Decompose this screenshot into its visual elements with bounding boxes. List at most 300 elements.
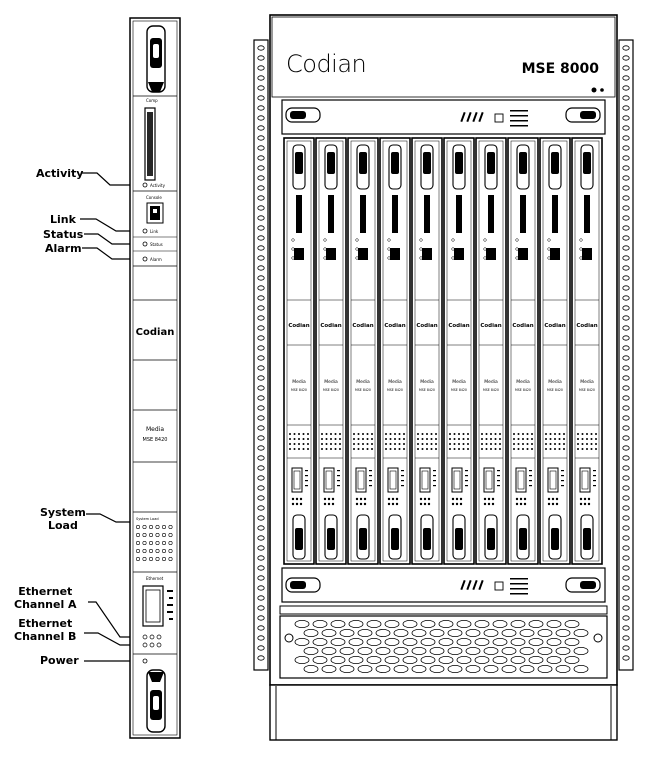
- card-model-line1: Media: [548, 380, 562, 385]
- bottom-supervisor-card: [282, 568, 605, 602]
- card-top-lever[interactable]: [293, 145, 305, 189]
- callout-system-load-line1: System: [40, 506, 86, 519]
- rack-ear-hole: [258, 526, 264, 530]
- fan-vent-hole: [376, 647, 390, 654]
- rack-ear-hole: [258, 446, 264, 450]
- rack-ear-hole: [623, 336, 629, 340]
- blade-front-panel: [130, 18, 180, 738]
- system-load-led: [136, 541, 139, 544]
- card-ethernet-port[interactable]: [548, 468, 558, 492]
- alarm-led: [143, 257, 147, 261]
- card-bottom-lever[interactable]: [421, 515, 433, 559]
- card-console-port[interactable]: [550, 248, 560, 260]
- fan-vent-hole: [538, 665, 552, 672]
- rack-ear-hole: [623, 206, 629, 210]
- card-model-line1: Media: [324, 380, 338, 385]
- card-flash-slot[interactable]: [392, 195, 398, 233]
- rack-ear-hole: [258, 416, 264, 420]
- system-load-led: [156, 533, 159, 536]
- card-console-port[interactable]: [326, 248, 336, 260]
- fan-vent-hole: [403, 638, 417, 645]
- callout-system-load-line2: Load: [47, 519, 78, 532]
- fan-vent-hole: [412, 665, 426, 672]
- blade-model-line1: Media: [145, 426, 165, 433]
- card-console-port[interactable]: [422, 248, 432, 260]
- media-card: [476, 138, 506, 564]
- rack-ear-hole: [258, 276, 264, 280]
- rack-ear-hole: [623, 636, 629, 640]
- rack-ear-hole: [623, 366, 629, 370]
- rack-ear-hole: [258, 346, 264, 350]
- card-console-port[interactable]: [518, 248, 528, 260]
- system-load-led: [149, 525, 152, 528]
- fan-vent-hole: [529, 656, 543, 663]
- chassis-model: MSE 8000: [521, 61, 599, 77]
- fan-vent-hole: [430, 647, 444, 654]
- media-card: [380, 138, 410, 564]
- system-load-led: [136, 549, 139, 552]
- card-top-lever[interactable]: [357, 145, 369, 189]
- system-load-led: [143, 533, 146, 536]
- card-bottom-lever[interactable]: [485, 515, 497, 559]
- rack-ear-hole: [258, 86, 264, 90]
- rack-ear-hole: [623, 426, 629, 430]
- system-load-led: [149, 533, 152, 536]
- rack-ear-hole: [623, 106, 629, 110]
- rack-ear-hole: [258, 226, 264, 230]
- system-load-led: [162, 557, 165, 560]
- fan-vent-hole: [295, 620, 309, 627]
- fan-vent-hole: [502, 647, 516, 654]
- fan-vent-hole: [565, 620, 579, 627]
- fan-vent-hole: [493, 656, 507, 663]
- card-top-lever[interactable]: [421, 145, 433, 189]
- fan-vent-hole: [520, 629, 534, 636]
- rack-ear-hole: [623, 316, 629, 320]
- fan-vent-hole: [367, 620, 381, 627]
- rack-ear-hole: [623, 376, 629, 380]
- card-bottom-lever[interactable]: [549, 515, 561, 559]
- rack-ear-hole: [623, 486, 629, 490]
- fan-vent-hole: [502, 665, 516, 672]
- fan-vent-hole: [493, 620, 507, 627]
- callout-eth-b-line1: Ethernet: [18, 617, 73, 630]
- rack-ear-hole: [258, 106, 264, 110]
- fan-vent-hole: [385, 620, 399, 627]
- card-ethernet-port[interactable]: [484, 468, 494, 492]
- rack-ear-hole: [258, 336, 264, 340]
- fan-vent-hole: [457, 656, 471, 663]
- rack-ear-hole: [623, 196, 629, 200]
- rack-ear-hole: [623, 116, 629, 120]
- callout-eth-b-line2: Channel B: [14, 630, 77, 643]
- rack-ear-hole: [623, 566, 629, 570]
- card-model-line2: MSE 8420: [515, 388, 531, 392]
- system-load-led: [156, 549, 159, 552]
- callout-activity: Activity: [36, 167, 84, 180]
- rack-ear-hole: [258, 556, 264, 560]
- system-load-led: [149, 557, 152, 560]
- card-console-port[interactable]: [358, 248, 368, 260]
- rack-ear-hole: [258, 356, 264, 360]
- status-led: [143, 242, 147, 246]
- rack-ear-hole: [623, 226, 629, 230]
- fan-vent-hole: [403, 620, 417, 627]
- rack-ear-hole: [623, 346, 629, 350]
- console-label: Console: [146, 195, 162, 200]
- rack-ear-hole: [258, 626, 264, 630]
- rack-ear-hole: [623, 586, 629, 590]
- fan-vent-hole: [538, 647, 552, 654]
- card-ethernet-port[interactable]: [292, 468, 302, 492]
- fan-vent-hole: [331, 620, 345, 627]
- system-load-led: [169, 533, 172, 536]
- system-load-led: [156, 557, 159, 560]
- fan-vent-hole: [349, 620, 363, 627]
- fan-vent-hole: [520, 665, 534, 672]
- card-bottom-lever[interactable]: [389, 515, 401, 559]
- system-load-led: [143, 541, 146, 544]
- fan-vent-hole: [349, 638, 363, 645]
- rack-ear-hole: [623, 496, 629, 500]
- chassis: [254, 15, 633, 740]
- rack-ear-hole: [258, 66, 264, 70]
- fan-vent-hole: [547, 620, 561, 627]
- rack-ear-hole: [623, 476, 629, 480]
- link-led-label: Link: [150, 229, 159, 234]
- rack-ear-hole: [623, 216, 629, 220]
- ethernet-b-leds: [143, 643, 161, 647]
- callout-link: Link: [50, 213, 76, 226]
- card-model-line2: MSE 8420: [291, 388, 307, 392]
- fan-vent-hole: [457, 638, 471, 645]
- rack-ear-hole: [258, 476, 264, 480]
- top-ejector-lever[interactable]: [147, 26, 165, 92]
- rack-ear-hole: [258, 186, 264, 190]
- media-card: [348, 138, 378, 564]
- card-flash-slot[interactable]: [360, 195, 366, 233]
- fan-vent-hole: [313, 638, 327, 645]
- fan-vent-hole: [340, 665, 354, 672]
- rack-ear-hole: [258, 236, 264, 240]
- card-bottom-lever[interactable]: [517, 515, 529, 559]
- card-bottom-lever[interactable]: [453, 515, 465, 559]
- fan-vent-hole: [448, 629, 462, 636]
- system-load-led: [162, 533, 165, 536]
- rack-ear-hole: [258, 546, 264, 550]
- fan-vent-hole: [466, 665, 480, 672]
- card-model-line1: Media: [452, 380, 466, 385]
- fan-vent-hole: [394, 629, 408, 636]
- rack-ear-hole: [623, 236, 629, 240]
- fan-vent-hole: [394, 647, 408, 654]
- card-ethernet-port[interactable]: [356, 468, 366, 492]
- card-flash-slot[interactable]: [456, 195, 462, 233]
- rack-ear-hole: [623, 466, 629, 470]
- fan-vent-hole: [295, 656, 309, 663]
- card-console-port[interactable]: [294, 248, 304, 260]
- card-logo: Codian: [544, 323, 566, 329]
- rack-ear-hole: [258, 326, 264, 330]
- card-flash-slot[interactable]: [552, 195, 558, 233]
- card-flash-slot[interactable]: [296, 195, 302, 233]
- rack-ear-hole: [623, 306, 629, 310]
- fan-vent-hole: [322, 647, 336, 654]
- media-card: [508, 138, 538, 564]
- system-load-led: [169, 557, 172, 560]
- rack-ear-hole: [258, 286, 264, 290]
- card-logo: Codian: [384, 323, 406, 329]
- fan-vent-hole: [322, 629, 336, 636]
- rack-ear-hole: [258, 196, 264, 200]
- card-flash-slot[interactable]: [328, 195, 334, 233]
- card-logo: Codian: [480, 323, 502, 329]
- fan-tray: [280, 606, 607, 678]
- rack-ear-hole: [623, 176, 629, 180]
- rack-ear-hole: [623, 386, 629, 390]
- rack-ear-hole: [623, 416, 629, 420]
- card-top-lever[interactable]: [549, 145, 561, 189]
- rack-ear-hole: [258, 306, 264, 310]
- fan-vent-hole: [430, 665, 444, 672]
- card-logo: Codian: [320, 323, 342, 329]
- fan-vent-hole: [385, 638, 399, 645]
- rack-ear-hole: [258, 46, 264, 50]
- fan-vent-hole: [556, 629, 570, 636]
- card-flash-slot[interactable]: [584, 195, 590, 233]
- status-led-label: Status: [150, 242, 163, 247]
- card-logo: Codian: [448, 323, 470, 329]
- card-console-port[interactable]: [454, 248, 464, 260]
- rack-ear-hole: [623, 96, 629, 100]
- blade-logo: Codian: [135, 327, 175, 338]
- card-console-port[interactable]: [390, 248, 400, 260]
- rack-ear-hole: [258, 536, 264, 540]
- callout-status: Status: [43, 228, 84, 241]
- rack-ear-hole: [258, 166, 264, 170]
- card-top-lever[interactable]: [325, 145, 337, 189]
- system-load-led: [169, 541, 172, 544]
- card-bottom-lever[interactable]: [357, 515, 369, 559]
- rack-ear-hole: [258, 256, 264, 260]
- rack-ear-hole: [623, 46, 629, 50]
- fan-vent-hole: [556, 665, 570, 672]
- callout-eth-a-line2: Channel A: [14, 598, 77, 611]
- rack-ear-hole: [623, 256, 629, 260]
- fan-vent-hole: [538, 629, 552, 636]
- rack-ear-hole: [623, 276, 629, 280]
- rack-ear-hole: [258, 516, 264, 520]
- rack-ear-hole: [258, 406, 264, 410]
- card-model-line1: Media: [580, 380, 594, 385]
- card-ethernet-port[interactable]: [324, 468, 334, 492]
- ethernet-led: [143, 635, 147, 639]
- fan-vent-hole: [448, 647, 462, 654]
- card-flash-slot[interactable]: [488, 195, 494, 233]
- fan-vent-hole: [457, 620, 471, 627]
- rack-ear-hole: [258, 496, 264, 500]
- ethernet-a-leds: [143, 635, 161, 639]
- rack-ear-hole: [623, 246, 629, 250]
- rack-ear-hole: [258, 656, 264, 660]
- fan-vent-hole: [511, 620, 525, 627]
- system-load-led: [169, 525, 172, 528]
- fan-vent-hole: [430, 629, 444, 636]
- fan-vent-hole: [511, 638, 525, 645]
- rack-ear-hole: [258, 596, 264, 600]
- fan-vent-hole: [421, 620, 435, 627]
- rack-ear-hole: [258, 76, 264, 80]
- rack-ear-hole: [623, 326, 629, 330]
- fan-vent-hole: [547, 638, 561, 645]
- card-logo: Codian: [576, 323, 598, 329]
- fan-vent-hole: [295, 638, 309, 645]
- callout-alarm: Alarm: [45, 242, 82, 255]
- card-model-line1: Media: [292, 380, 306, 385]
- fan-vent-hole: [448, 665, 462, 672]
- rack-ear-hole: [258, 246, 264, 250]
- rack-ear-hole: [623, 186, 629, 190]
- fan-vent-hole: [511, 656, 525, 663]
- fan-vent-hole: [340, 647, 354, 654]
- rack-ear-hole: [258, 396, 264, 400]
- system-load-led: [162, 549, 165, 552]
- system-load-led: [143, 549, 146, 552]
- fan-vent-hole: [412, 647, 426, 654]
- card-top-lever[interactable]: [453, 145, 465, 189]
- card-flash-slot[interactable]: [520, 195, 526, 233]
- card-ethernet-port[interactable]: [420, 468, 430, 492]
- system-load-led: [162, 525, 165, 528]
- callout-power: Power: [40, 654, 79, 667]
- fan-vent-hole: [358, 665, 372, 672]
- card-ethernet-port[interactable]: [580, 468, 590, 492]
- card-model-line2: MSE 8420: [419, 388, 435, 392]
- card-logo: Codian: [416, 323, 438, 329]
- card-console-port[interactable]: [486, 248, 496, 260]
- rack-ear-hole: [258, 366, 264, 370]
- fan-vent-hole: [484, 629, 498, 636]
- bottom-ejector-lever[interactable]: [147, 670, 165, 732]
- rack-ear-hole: [258, 636, 264, 640]
- system-load-led: [143, 557, 146, 560]
- link-led: [143, 229, 147, 233]
- rack-ear-hole: [258, 56, 264, 60]
- card-console-port[interactable]: [582, 248, 592, 260]
- fan-vent-hole: [574, 665, 588, 672]
- activity-led: [143, 183, 147, 187]
- card-model-line2: MSE 8420: [579, 388, 595, 392]
- rack-ear-hole: [258, 586, 264, 590]
- rack-ear-hole: [623, 606, 629, 610]
- rack-ear-hole: [258, 116, 264, 120]
- fan-vent-hole: [547, 656, 561, 663]
- card-ethernet-port[interactable]: [388, 468, 398, 492]
- rack-ear-hole: [623, 296, 629, 300]
- rack-ear-hole: [623, 536, 629, 540]
- card-top-lever[interactable]: [517, 145, 529, 189]
- system-load-led: [156, 541, 159, 544]
- ethernet-led: [157, 643, 161, 647]
- fan-vent-hole: [493, 638, 507, 645]
- rack-ear-hole: [623, 396, 629, 400]
- fan-vent-hole: [484, 665, 498, 672]
- fan-vent-hole: [322, 665, 336, 672]
- rack-ear-hole: [623, 546, 629, 550]
- rack-ear-hole: [258, 506, 264, 510]
- fan-vent-hole: [475, 656, 489, 663]
- rack-ear-hole: [623, 56, 629, 60]
- media-card: [316, 138, 346, 564]
- fan-vent-hole: [466, 629, 480, 636]
- rack-ear-hole: [258, 216, 264, 220]
- rack-ear-hole: [623, 436, 629, 440]
- fan-vent-hole: [358, 647, 372, 654]
- fan-vent-hole: [565, 656, 579, 663]
- rack-ear-hole: [623, 66, 629, 70]
- fan-tray-screw-left[interactable]: [285, 634, 293, 642]
- media-card: [444, 138, 474, 564]
- card-bottom-lever[interactable]: [293, 515, 305, 559]
- fan-vent-hole: [313, 656, 327, 663]
- fan-vent-hole: [394, 665, 408, 672]
- rack-ear-hole: [623, 596, 629, 600]
- fan-vent-hole: [376, 665, 390, 672]
- card-bottom-lever[interactable]: [581, 515, 593, 559]
- fan-vent-hole: [529, 620, 543, 627]
- card-bottom-lever[interactable]: [325, 515, 337, 559]
- fan-vent-hole: [313, 620, 327, 627]
- card-top-lever[interactable]: [389, 145, 401, 189]
- card-model-line2: MSE 8420: [355, 388, 371, 392]
- chassis-brand: Codian: [286, 50, 367, 78]
- fan-vent-hole: [475, 638, 489, 645]
- fan-vent-hole: [574, 629, 588, 636]
- rack-ear-hole: [623, 616, 629, 620]
- rack-ear-hole: [258, 146, 264, 150]
- card-ethernet-port[interactable]: [452, 468, 462, 492]
- system-load-led: [136, 533, 139, 536]
- rack-ear-hole: [258, 386, 264, 390]
- media-card: [412, 138, 442, 564]
- rack-ear-hole: [623, 506, 629, 510]
- card-ethernet-port[interactable]: [516, 468, 526, 492]
- rack-ear-hole: [623, 86, 629, 90]
- card-top-lever[interactable]: [581, 145, 593, 189]
- bezel-screw-2: [600, 88, 604, 92]
- rack-ear-hole: [623, 526, 629, 530]
- rack-ear-hole: [623, 446, 629, 450]
- card-logo: Codian: [288, 323, 310, 329]
- rack-ear-hole: [623, 646, 629, 650]
- blade-model-line2: MSE 8420: [142, 437, 168, 443]
- rack-ear-hole: [258, 296, 264, 300]
- fan-vent-hole: [304, 665, 318, 672]
- rack-ear-hole: [258, 206, 264, 210]
- card-flash-slot[interactable]: [424, 195, 430, 233]
- rack-ear-hole: [258, 616, 264, 620]
- rack-ear-hole: [258, 376, 264, 380]
- system-load-led: [143, 525, 146, 528]
- chassis-base: [270, 685, 617, 740]
- rack-ear-hole: [623, 406, 629, 410]
- card-top-lever[interactable]: [485, 145, 497, 189]
- compact-flash-caption: Comp: [146, 98, 158, 103]
- fan-vent-hole: [340, 629, 354, 636]
- fan-tray-screw-right[interactable]: [594, 634, 602, 642]
- rack-ear-hole: [623, 456, 629, 460]
- ethernet-label: Ethernet: [146, 576, 164, 581]
